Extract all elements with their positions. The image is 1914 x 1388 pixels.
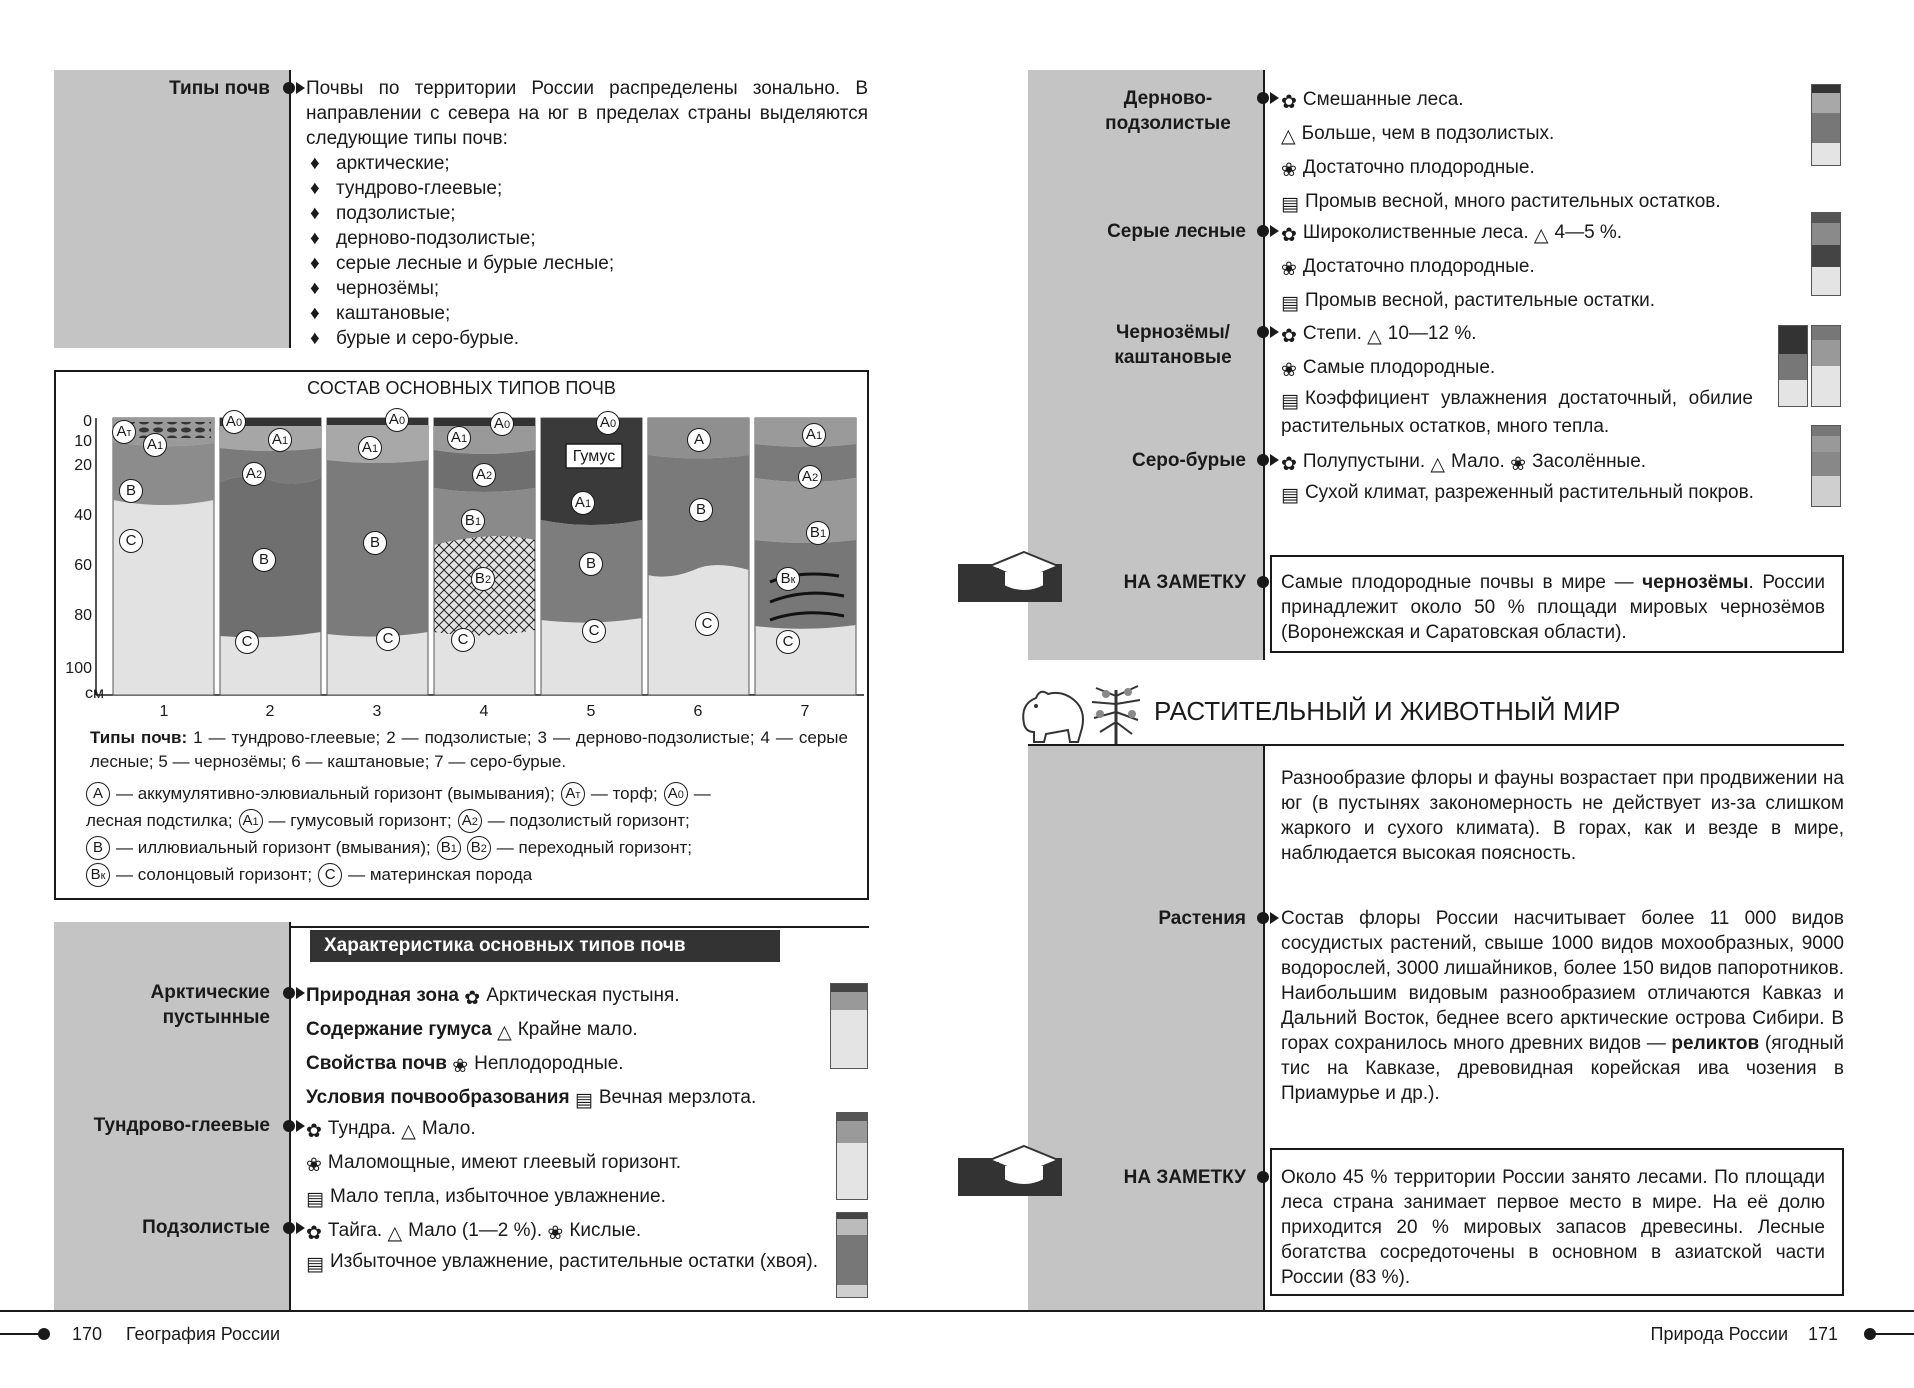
y-tick: 40 — [74, 507, 92, 524]
legend-text: — торф; — [590, 784, 658, 803]
diagram-legend-horizons — [86, 780, 848, 888]
horizon-circle: Bк — [86, 863, 110, 887]
horizon-circle: B — [86, 836, 110, 860]
right-divider-bottom — [1263, 746, 1265, 1310]
soil-swatch — [836, 1212, 868, 1298]
profile-column-3 — [327, 418, 428, 695]
left-divider-bottom — [289, 922, 291, 1310]
horizon-circle: C — [451, 628, 475, 652]
legend-row — [86, 861, 848, 888]
zone-label: Природная зона — [306, 985, 459, 1006]
legend-types-label: Типы почв: — [90, 728, 188, 747]
horizon-circle: B2 — [471, 567, 495, 591]
legend-types-text: 1 — тундрово-глеевые; 2 — подзолистые; 3 — дерново-подзолистые; 4 — серые лесные; 5 — чернозёмы; 6 — каштановые; 7 — серо-бурые. — [90, 728, 848, 771]
horizon-circle: B2 — [467, 836, 491, 860]
humus-value: 4—5 %. — [1554, 222, 1623, 243]
cond-label: Условия почвообразования — [306, 1087, 570, 1108]
gray-forest-label: Серые лесные — [1107, 221, 1246, 242]
y-tick: 100 — [65, 660, 92, 677]
footer-rule-left — [0, 1310, 957, 1312]
horizon-circle: A1 — [358, 436, 382, 460]
list-item: ♦ дерново-подзолистые; — [306, 226, 826, 251]
detail-row — [306, 1147, 826, 1181]
cond-value: Коэффициент увлажнения достаточный, обилие растительных остатков, много тепла. — [1281, 388, 1753, 437]
tundra-label: Тундрово-глеевые — [93, 1115, 270, 1136]
gray-brown-details — [1281, 446, 1787, 508]
bullet-dot — [1257, 576, 1269, 588]
left-page-number: 170 — [72, 1324, 103, 1344]
props-value: Маломощные, имеют глеевый горизонт. — [327, 1152, 682, 1173]
flower-icon: ✿ — [1281, 326, 1297, 347]
horizon-circle: B — [252, 548, 276, 572]
horizon-circle: C — [235, 630, 259, 654]
column-number: 3 — [372, 703, 382, 720]
horizon-circle: Aт — [561, 782, 585, 806]
horizon-circle: A1 — [268, 428, 292, 452]
y-tick: 0 — [83, 413, 92, 430]
soil-swatch — [1811, 325, 1841, 407]
flower-icon: ✿ — [1281, 92, 1297, 113]
horizon-circle: A0 — [596, 411, 620, 435]
bullet-dot — [1257, 326, 1269, 338]
horizon-circle: A0 — [222, 410, 246, 434]
horizon-circle: A2 — [472, 463, 496, 487]
list-item: ♦ серые лесные и бурые лесные; — [306, 251, 826, 276]
horizon-circle: B — [689, 498, 713, 522]
legend-text: лесная подстилка; — [86, 811, 233, 830]
layers-icon: ▤ — [1281, 485, 1299, 506]
bullet-dot — [1257, 92, 1269, 104]
soil-swatch — [1811, 84, 1841, 166]
zone-value: Широколиственные леса. — [1302, 222, 1529, 243]
horizon-circle: A1 — [143, 433, 167, 457]
cond-value: Вечная мерзлота. — [598, 1087, 757, 1108]
humus-value: Больше, чем в подзолистых. — [1301, 123, 1555, 144]
footer-dot-right — [1864, 1328, 1876, 1340]
bullet-arrow — [296, 1222, 305, 1234]
humus-value: Мало. — [421, 1118, 476, 1139]
detail-row — [1281, 480, 1787, 508]
note1-label: НА ЗАМЕТКУ — [1123, 572, 1246, 593]
horizon-circle: A1 — [571, 491, 595, 515]
bullet-arrow — [1270, 454, 1279, 466]
layers-icon: ▤ — [1281, 391, 1299, 412]
horizon-circle: A2 — [798, 465, 822, 489]
bullet-arrow — [1270, 912, 1279, 924]
props-value: Достаточно плодородные. — [1302, 157, 1535, 178]
horizon-circle: C — [119, 529, 143, 553]
y-tick: 10 — [74, 433, 92, 450]
detail-row — [306, 1082, 866, 1116]
y-tick: см — [85, 685, 104, 702]
column-number: 4 — [479, 703, 489, 720]
plants-text-post: (ягодный тис на Кавказе, древовидная корейская ива чозения в Приамурье и др.). — [1281, 1033, 1844, 1104]
horizon-circle: A2 — [458, 809, 482, 833]
layers-icon: ▤ — [306, 1254, 324, 1275]
flower-icon: ✿ — [1281, 454, 1297, 475]
sprout-icon: ❀ — [1281, 160, 1297, 181]
props-value: Засолённые. — [1532, 451, 1647, 472]
chernozem-label: Чернозёмы/ каштановые — [1114, 322, 1232, 368]
soil-swatch — [836, 1112, 868, 1200]
profile-column-4 — [434, 418, 535, 695]
sprout-icon: ❀ — [1510, 454, 1527, 475]
horizon-circle: B — [363, 531, 387, 555]
note2-label: НА ЗАМЕТКУ — [1123, 1167, 1246, 1188]
horizon-circle: A — [687, 428, 711, 452]
layers-icon: ▤ — [306, 1189, 324, 1210]
detail-row — [1281, 318, 1753, 352]
arctic-details — [306, 980, 866, 1116]
horizon-circle: A1 — [802, 423, 826, 447]
soil-pile-icon: △ — [401, 1121, 416, 1142]
soil-pile-icon: △ — [1281, 126, 1296, 147]
flower-icon: ✿ — [306, 1223, 322, 1244]
plants-label: Растения — [1158, 908, 1246, 929]
bullet-arrow — [1270, 92, 1279, 104]
left-running-title: География России — [126, 1324, 281, 1344]
legend-text: — — [693, 784, 711, 803]
bullet-dot — [1257, 454, 1269, 466]
graduation-cap-icon — [988, 548, 1060, 604]
humus-value: Мало (1—2 %). — [408, 1220, 543, 1241]
legend-text: — переходный горизонт; — [496, 838, 693, 857]
plants-text-pre: Состав флоры России насчитывает более 11 000 видов сосудистых растений, свыше 1000 видов мохообразных, 9000 водорослей, 3000 лишайников, более 150 видов папоротников. Наибольшим видовым разнообразием отличаются Кавказ и Дальний Восток, беднее всего арктические острова Сибири. В горах сохранилось много древних видов — — [1281, 908, 1844, 1054]
note1-text-bold: чернозёмы — [1642, 572, 1749, 593]
bullet-arrow — [1270, 326, 1279, 338]
props-value: Неплодородные. — [474, 1053, 624, 1074]
soil-pile-icon: △ — [1367, 326, 1382, 347]
layers-icon: ▤ — [1281, 194, 1299, 215]
sprout-icon: ❀ — [452, 1056, 469, 1077]
list-item: ♦ подзолистые; — [306, 201, 826, 226]
soil-pile-icon: △ — [387, 1223, 403, 1244]
list-item: ♦ тундрово-глеевые; — [306, 176, 826, 201]
characteristics-top-rule — [289, 926, 869, 928]
section-title: РАСТИТЕЛЬНЫЙ И ЖИВОТНЫЙ МИР — [1154, 696, 1621, 726]
soil-swatch — [830, 983, 868, 1069]
humus-label: Гумус — [572, 448, 616, 465]
right-running-title: Природа России — [1650, 1324, 1788, 1344]
cond-value: Промыв весной, много растительных остатков. — [1304, 191, 1721, 212]
horizon-circle: B1 — [806, 521, 830, 545]
horizon-circle: B1 — [461, 509, 485, 533]
humus-value: Крайне мало. — [517, 1019, 638, 1040]
flower-icon: ✿ — [1281, 225, 1297, 246]
detail-row — [306, 1181, 826, 1215]
zone-value: Тундра. — [327, 1118, 396, 1139]
sprout-icon: ❀ — [1281, 360, 1297, 381]
cond-value: Промыв весной, растительные остатки. — [1304, 290, 1655, 311]
horizon-circle: A0 — [664, 782, 688, 806]
props-label: Свойства почв — [306, 1053, 447, 1074]
sprout-icon: ❀ — [547, 1223, 564, 1244]
bullet-dot — [283, 1120, 295, 1132]
bullet-dot — [1257, 912, 1269, 924]
humus-label: Содержание гумуса — [306, 1019, 492, 1040]
props-value: Самые плодородные. — [1302, 357, 1496, 378]
profile-column-7 — [755, 418, 856, 695]
sod-podzol-details — [1281, 84, 1811, 220]
characteristics-header: Характеристика основных типов почв — [310, 930, 780, 962]
horizon-circle: C — [376, 627, 400, 651]
horizon-circle: A0 — [385, 408, 409, 432]
detail-row — [306, 1113, 826, 1147]
sprout-icon: ❀ — [306, 1155, 322, 1176]
detail-row — [1281, 84, 1811, 118]
sprout-icon: ❀ — [1281, 259, 1297, 280]
flower-icon: ✿ — [306, 1121, 322, 1142]
zone-value: Тайга. — [327, 1220, 383, 1241]
legend-text: — подзолистый горизонт; — [487, 811, 690, 830]
chernozem-details — [1281, 318, 1753, 439]
zone-value: Смешанные леса. — [1302, 89, 1464, 110]
right-gray-band-bottom — [1028, 746, 1264, 1310]
horizon-circle: A2 — [242, 462, 266, 486]
tree-icon — [1086, 680, 1146, 746]
list-item: ♦ арктические; — [306, 151, 826, 176]
right-page-number: 171 — [1808, 1324, 1839, 1344]
column-number: 1 — [159, 703, 169, 720]
y-tick: 60 — [74, 557, 92, 574]
plants-text-bold: реликтов — [1671, 1033, 1760, 1054]
column-number: 2 — [265, 703, 275, 720]
soil-pile-icon: △ — [1430, 454, 1446, 475]
column-number: 6 — [693, 703, 703, 720]
podzol-details — [306, 1215, 826, 1277]
bullet-dot — [283, 82, 295, 94]
zone-value: Степи. — [1302, 323, 1362, 344]
right-divider-top — [1263, 70, 1265, 660]
bullet-arrow — [1270, 225, 1279, 237]
props-value: Достаточно плодородные. — [1302, 256, 1535, 277]
soil-types-label: Типы почв — [169, 78, 270, 99]
footer-dot-left — [38, 1328, 50, 1340]
list-item: ♦ бурые и серо-бурые. — [306, 326, 826, 351]
zone-value: Полупустыни. — [1302, 451, 1426, 472]
footer-rule-right — [957, 1310, 1914, 1312]
layers-icon: ▤ — [1281, 293, 1299, 314]
column-number: 5 — [586, 703, 596, 720]
plants-text — [1281, 906, 1844, 1106]
legend-row — [86, 780, 848, 807]
bullet-dot — [283, 1222, 295, 1234]
cond-value: Сухой климат, разреженный растительный покров. — [1304, 482, 1754, 503]
diagram-title: СОСТАВ ОСНОВНЫХ ТИПОВ ПОЧВ — [307, 378, 616, 398]
legend-text: — иллювиальный горизонт (вмывания); — [116, 838, 431, 857]
bullet-arrow — [296, 1120, 305, 1132]
profile-column-6 — [648, 418, 749, 695]
humus-value: Мало. — [1451, 451, 1505, 472]
podzol-label: Подзолистые — [142, 1217, 270, 1238]
soil-swatch — [1778, 325, 1808, 407]
soil-swatch — [1811, 212, 1841, 296]
zone-value: Арктическая пустыня. — [486, 985, 680, 1006]
note1-text-post: . России принадлежит около 50 % площади мировых чернозёмов (Воронежская и Саратовская области). — [1281, 572, 1825, 643]
note2-text: Около 45 % территории России занято лесами. По площади леса страна занимает первое место в мире. На её долю приходится 20 % мировых запасов древесины. Лесные богатства сосредоточены в основном в азиатской части России (83 %). — [1281, 1167, 1825, 1288]
note1-text-pre: Самые плодородные почвы в мире — — [1281, 572, 1643, 593]
horizon-circle: C — [318, 863, 342, 887]
soil-types-list — [306, 151, 826, 351]
detail-row — [1281, 352, 1753, 386]
detail-row — [306, 1048, 866, 1082]
detail-row — [1281, 446, 1787, 480]
bullet-dot — [1257, 1171, 1269, 1183]
legend-row — [86, 834, 848, 861]
horizon-circle: B — [579, 552, 603, 576]
props-value: Кислые. — [569, 1220, 642, 1241]
detail-row — [1281, 251, 1811, 285]
sod-podzol-label: Дерново-подзолистые — [1105, 88, 1231, 134]
y-tick: 80 — [74, 607, 92, 624]
horizon-circle: C — [776, 630, 800, 654]
soil-pile-icon: △ — [497, 1022, 512, 1043]
detail-row — [1281, 152, 1811, 186]
bear-icon — [1018, 684, 1088, 746]
horizon-circle: A — [86, 782, 110, 806]
detail-row — [1281, 186, 1811, 220]
soil-profile-diagram — [54, 370, 869, 730]
detail-row — [306, 980, 866, 1014]
bullet-dot — [1257, 225, 1269, 237]
cond-value: Мало тепла, избыточное увлажнение. — [329, 1186, 666, 1207]
horizon-circle: B — [119, 479, 143, 503]
legend-row — [86, 807, 848, 834]
legend-text: — солонцовый горизонт; — [116, 865, 313, 884]
soil-swatch — [1811, 425, 1841, 507]
bullet-arrow — [296, 82, 305, 94]
tundra-details — [306, 1113, 826, 1215]
profile-column-1 — [113, 418, 214, 695]
left-gray-band-top — [54, 70, 290, 348]
legend-text: — материнская порода — [348, 865, 533, 884]
horizon-circle: A0 — [490, 412, 514, 436]
horizon-circle: Aт — [112, 420, 136, 444]
graduation-cap-icon — [988, 1142, 1060, 1198]
cond-value: Избыточное увлажнение, растительные остатки (хвоя). — [329, 1251, 819, 1272]
horizon-circle: A1 — [239, 809, 263, 833]
flower-icon: ✿ — [464, 988, 481, 1009]
soil-pile-icon: △ — [1533, 225, 1549, 246]
legend-text: — гумусовый горизонт; — [268, 811, 452, 830]
detail-row — [1281, 217, 1811, 251]
bullet-arrow — [296, 987, 305, 999]
detail-row — [1281, 118, 1811, 152]
detail-row — [306, 1249, 826, 1277]
detail-row — [306, 1215, 826, 1249]
layers-icon: ▤ — [574, 1090, 593, 1111]
gray-brown-label: Серо-бурые — [1131, 450, 1246, 471]
arctic-label: Арктические пустынные — [150, 982, 270, 1028]
horizon-circle: C — [582, 619, 606, 643]
gray-forest-details — [1281, 217, 1811, 319]
horizon-circle: B1 — [437, 836, 461, 860]
horizon-circle: C — [695, 612, 719, 636]
bullet-dot — [283, 987, 295, 999]
list-item: ♦ каштановые; — [306, 301, 826, 326]
diagram-legend-types — [90, 726, 848, 774]
detail-row — [1281, 386, 1753, 439]
flora-intro: Разнообразие флоры и фауны возрастает при продвижении на юг (в пустынях закономерность не действует из-за слишком жаркого и сухого климата). В горах, как и везде в мире, наблюдается высокая поясность. — [1281, 768, 1844, 864]
soil-types-intro: Почвы по территории России распределены зонально. В направлении с севера на юг в пределах страны выделяются следующие типы почв: — [306, 78, 868, 149]
legend-text: — аккумулятивно-элювиальный горизонт (вымывания); — [116, 784, 555, 803]
note1-text — [1281, 570, 1825, 645]
horizon-circle: Bк — [776, 567, 800, 591]
horizon-circle: A1 — [447, 426, 471, 450]
column-number: 7 — [800, 703, 810, 720]
list-item: ♦ чернозёмы; — [306, 276, 826, 301]
y-tick: 20 — [74, 457, 92, 474]
detail-row — [1281, 285, 1811, 319]
left-divider-top — [289, 70, 291, 348]
detail-row — [306, 1014, 866, 1048]
humus-value: 10—12 %. — [1387, 323, 1477, 344]
